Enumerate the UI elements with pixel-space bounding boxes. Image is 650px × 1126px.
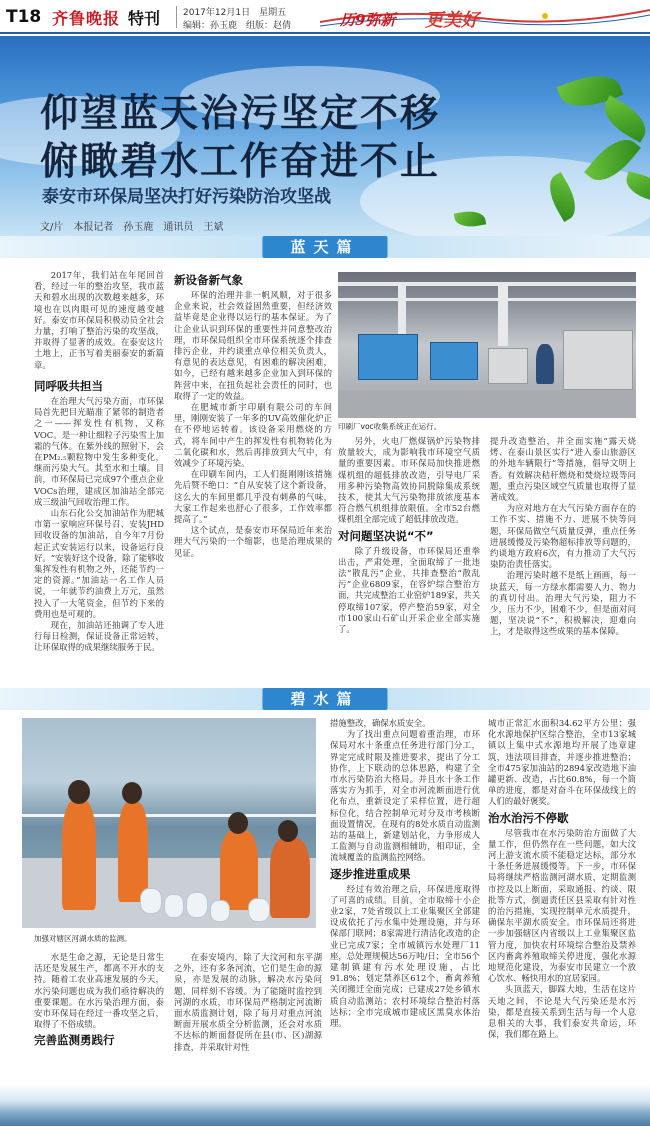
- column-4: [490, 436, 636, 670]
- inspector-head: [228, 812, 248, 834]
- paragraph: 除了升级设备，市环保局还重拳出击，严肃处理，全面取缔了一批违法“散乱污”企业，共排查整治“散乱污”企业6809家，在容炉综合整治方面，共完成整治工业窑炉189家，共关停取缔107家，停产整治59家，对全市100家山石矿山开采企业全部实施了。: [338, 545, 480, 635]
- headline-line-2: 俯瞰碧水工作奋进不止: [40, 139, 441, 183]
- section-label-clear-water: 碧水篇: [262, 688, 387, 710]
- page-number: T18: [6, 7, 42, 27]
- masthead-divider: [176, 6, 177, 28]
- sample-bottle: [210, 900, 230, 922]
- subhead-together: 同呼吸共担当: [34, 379, 103, 393]
- machine-cabinet: [488, 348, 528, 384]
- paragraph: 经过有效治理之后，环保进度取得了可喜的成绩。目前，全市取缔十小企业2家，7处省级以上工业集聚区全部建设成依托了污水集中处理设施，并与环保部门联网；8家需进行清洁化改造的企业已完成7家；全市城镇污水处理厂11座，总处理规模达56万吨/日；全市56个建制镇建有污水处理设施，占比91.8%；划定禁养区612个，畜禽养殖关闭搬迁全面完成；已建成27处乡镇水质自动监测站；农村环境综合整治村落达标；全市完成城市建成区黑臭水体治理。: [330, 883, 480, 1029]
- inspector-head: [278, 820, 298, 842]
- anniversary-logo-icon: [320, 0, 650, 34]
- paragraph: 另外，火电厂燃煤锅炉污染物排放量较大，成为影响我市环境空气质量的重要因素。市环保局加快推进燃煤机组的超低排放改造，引导电厂采用多种污染物高效协同脱除集成系统技术，使其大气污染物排放浓度基本符合燃气机组排放限值。全市52台燃煤机组全部完成了超低排放改造。: [338, 436, 480, 525]
- logo-text: 历9弥新: [340, 11, 396, 29]
- paragraph: 头顶蓝天，脚踩大地，生活在这片天地之间，不论是大气污染还是水污染，都是直接关系到生活与每一个人息息相关的大事，我们泰安共命运，环保，我们都在路上。: [488, 984, 636, 1040]
- issue-date: 2017年12月1日 星期五: [183, 8, 287, 18]
- water-photo-caption: 加强对辖区河湖水质的监测。: [34, 934, 132, 943]
- ceiling-beam: [338, 298, 636, 301]
- section-band-blue-sky: [0, 236, 650, 258]
- duct-pipe: [398, 286, 406, 336]
- factory-photo-caption: 印刷厂voc收集系统正在运行。: [338, 422, 442, 431]
- water-column-2: [174, 952, 322, 1084]
- byline: 文/片 本报记者 孙玉鹿 通讯员 王斌: [40, 222, 224, 233]
- paragraph: 山东石化公交加油站作为肥城市第一家响应环保号召、安装JHD回收设备的加油站，自今年7月份起正式安装运行以来，设备运行良好。“安装好这个设备，除了能够收集挥发性有机物之外，还能节约一定的资源。”加油站一名工作人员说，一年就节约油费上万元，虽然投入了一大笔资金，但节约下来的费用也是可观的。: [34, 508, 164, 619]
- section-name: 特刊: [128, 9, 161, 28]
- logo-tail: 更美好: [425, 10, 479, 31]
- sample-bottle: [186, 892, 208, 918]
- paragraph: 城市正常汇水面积34.62平方公里；强化水源地保护区综合整治，全市13家城镇以上集中式水源地均开展了违章建筑，违法项目排查，并逐步推进整治；全市475家加油站的2894家改造地下油罐更新、改造，占比60.8%，每一个简单的进度，都是对奋斗在环保战线上的人们的最好褒奖。: [488, 718, 636, 807]
- water-column-3: [330, 718, 480, 1084]
- paragraph: 措施整改，确保水质安全。: [330, 718, 431, 728]
- water-column-1: [34, 952, 164, 1082]
- paragraph: 这个试点，是泰安市环保局近年来治理大气污染的一个缩影，也是治理成果的见证。: [174, 525, 332, 558]
- subhead-monitoring: 完善监测勇践行: [34, 1033, 115, 1048]
- paragraph: 在泰安境内，除了大汶河和东平湖之外，还有多条河流，它们是生命的源泉，亦是发展的动脉，解决水污染问题，同样刻不容缓。为了能随时监控到河湖的水质，市环保局严格制定河流断面水质监测计划，除了每月对重点河流断面开展水质全分析监测，还会对水质不达标的断面督促所在县(市、区)湖源排查，并采取针对性: [174, 952, 322, 1052]
- subheadline: 泰安市环保局坚决打好污染防治攻坚战: [42, 187, 331, 207]
- printing-machine: [430, 342, 478, 380]
- machine-cabinet: [563, 330, 633, 390]
- inspector-figure: [118, 802, 148, 902]
- subhead-never-stop: 治水治污不停歇: [488, 810, 569, 825]
- section-label-blue-sky: 蓝天篇: [262, 236, 387, 258]
- inspector-figure: [62, 800, 96, 910]
- subhead-new-devices: 新设备新气象: [174, 273, 243, 287]
- lede-text: 2017年，我们站在年尾回首看，经过一年的整治攻坚，我市蓝天和碧水出现的次数越来越多，环境也在以肉眼可见的速度越变越好。泰安市环保局积极动员全社会力量，打响了整治污染的攻坚战，并取得了显著的成效。在泰安这片土地上，正书写着美丽泰安的新篇章。: [34, 270, 164, 370]
- water-column-4: [488, 718, 636, 1084]
- leaf-icon: [597, 95, 650, 143]
- subhead-progress: 逐步推进重成果: [330, 866, 411, 881]
- paragraph: 治理污染时越不是纸上画画，每一块蓝天，每一方绿水都需要人力、物力的真切付出。治理大气污染，阻力不少，压力不少，困难不少，但是面对问题，坚决说“不”，积极解决，迎难向上，才是取得这些成果的基本保障。: [490, 570, 636, 637]
- sample-bottle: [248, 898, 270, 922]
- paragraph: 在印刷车间内，工人们挺刚刚该措施先后赞不绝口：“自从安装了这个新设备，这么大的车间里都几乎没有刺鼻的气味，大家工作起来也舒心了很多，工作效率都提高了。”: [174, 469, 332, 525]
- paragraph: 现在，加油站还抽调了专人进行每日检测，保证设备正常运转，让环保取得的成果继续服务于民。: [34, 620, 164, 653]
- paragraph: 提升改造整治，并全面实施“露天烧烤、在泰山景区实行“进入泰山旅游区的外地车辆限行”等措施，倡导文明上香。有效解决秸秆燃烧和焚烧垃圾等问题，重点污染区域空气质量也取得了显著成效。: [490, 436, 636, 503]
- paragraph: 环保的治理并非一帆风顺，对于很多企业来说，社会效益固然重要，但经济效益毕竟是企业得以运行的基本保证。为了让企业认识到环保的重要性并同意整改治理，市环保局组织全市环保系统逐个排查排污企业，并约谈重点单位相关负责人，有意见的表达意见，有困难的解决困难，如今，已经有越来越多企业加入到环保的阵营中来，在扭负起社会责任的同时，也取得了一定的效益。: [174, 290, 332, 401]
- factory-floor: [338, 390, 636, 418]
- editor-credit: 编辑：孙玉鹿 组版：赵倩: [183, 21, 292, 31]
- worker-figure: [536, 344, 554, 384]
- column-2: [174, 270, 332, 670]
- water-monitoring-photo: [22, 718, 316, 928]
- inspector-figure: [270, 838, 310, 918]
- inspector-head: [122, 782, 142, 804]
- ceiling-beam: [338, 282, 636, 286]
- factory-photo: [338, 272, 636, 418]
- paragraph: 在肥城市新宇印刷有限公司的车间里，刚刚安装了一年多的UV高效催化炉正在不停地运转着。该设备采用燃烧的方式，将车间中产生的挥发性有机物转化为二氧化碳和水，然后再排放到大气中，有效减少了环境污染。: [174, 402, 332, 469]
- subhead-say-no: 对问题坚决说“不”: [338, 528, 434, 543]
- section-band-clear-water: [0, 688, 650, 710]
- inspector-head: [68, 780, 90, 804]
- sample-bottle: [164, 894, 184, 918]
- paragraph: 在治理大气污染方面，市环保局首先把目光瞄准了紧邻的制造者之一——挥发性有机物，又称VOC。是一种让细粒子污染雪上加霜的气体。在紫外线的照射下，会在PM₂.₅颗粒物中发生多种变化，继而污染大气。其至水和土壤。目前，市环保局已完成97个重点企业VOCs治理，建成区加油站全部完成三级油气回收治理工作。: [34, 396, 164, 507]
- lede-paragraph: [34, 270, 164, 371]
- printing-machine: [358, 334, 418, 380]
- footer-landscape: [0, 1084, 650, 1126]
- sample-bottle: [140, 888, 162, 914]
- masthead: [0, 0, 650, 34]
- paragraph: 为了找出重点问题着重治理，市环保局对水十条重点任务进行部门分工，界定完成时限及推进要求，提出了分工协作，上下联动的总体思路，构建了全市水污染防治大格局。并且水十条工作落实方为抓手，对全市河流断面进行优化布点，重新设定了采样位置，进行超标位化，结合控制单元对分及市考核断面设置情况，在现有的8处水质自动监测站的基础上，新建划站化，力争形成人工监测与自动监测相辅助，相印证，全流域覆盖的监测监控网络。: [330, 729, 480, 863]
- duct-pipe: [498, 286, 508, 346]
- column-1: [34, 376, 164, 666]
- paragraph: 水是生命之源，无论是日常生活还是发展生产，都离不开水的支持。随着工农业高速发展的今天，水污染问题也成为我们亟待解决的重要课题。在水污染治理方面，泰安市环保局在经过一番攻坚之后，取得了不俗成绩。: [34, 952, 164, 1030]
- newspaper-name: 齐鲁晚报: [52, 9, 121, 28]
- headline-line-1: 仰望蓝天治污坚定不移: [40, 91, 441, 135]
- paragraph: 尽管我市在水污染防治方面做了大量工作，但仍然存在一些问题，如大汶河上游支流水质不能稳定达标，部分水十条任务进展缓慢等。下一步，市环保局将继续严格监测河湖水质，定期监测市控及以上断面，采取通报、约谈、限批等方式，倒逼责任区县采取有针对性的治污措施，实现控制单元水质提升，确保东平湖水质安全。市环保局还将进一步加强辖区内省级以上工业集聚区监管力度，加快农村环境综合整治及禁养区内畜禽养殖取缔关停进度，强化水源地规范化建设，为泰安市民建立一个放心饮水、畅快用水的宜居家园。: [488, 827, 636, 984]
- paragraph: 为应对地方在大气污染方面存在的工作不实、措施不力、进展不快等问题，环保局做空气质量反弹，重点任务进展缓慢及污染物超标排放等问题的，约谈地方政府6次，有力推动了大气污染防治责任落实。: [490, 503, 636, 570]
- column-3: [338, 436, 480, 670]
